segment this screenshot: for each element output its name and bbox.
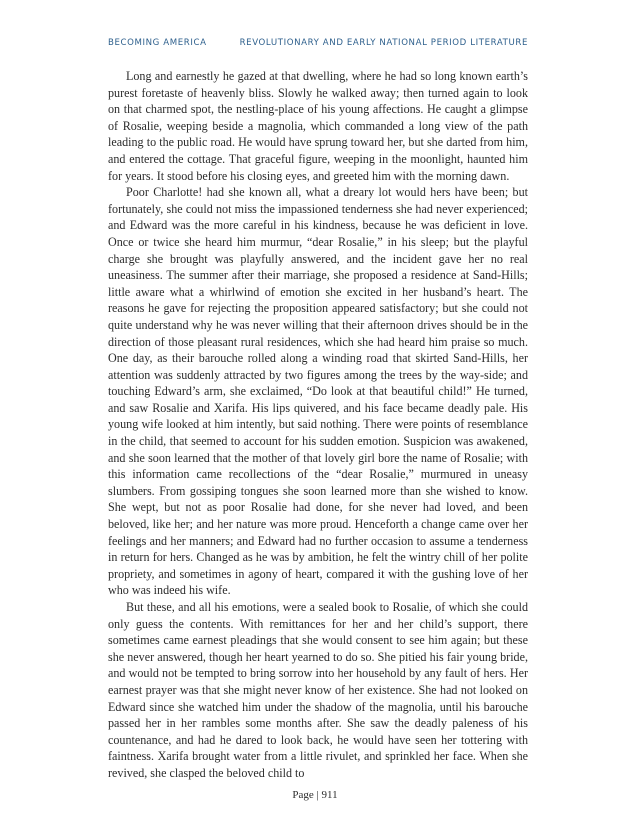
body-text bbox=[108, 68, 528, 782]
header-book-title: BECOMING AMERICA bbox=[108, 38, 207, 48]
running-header bbox=[108, 38, 528, 48]
header-section-title: REVOLUTIONARY AND EARLY NATIONAL PERIOD LITERATURE bbox=[239, 38, 528, 48]
paragraph: Poor Charlotte! had she known all, what a dreary lot would hers have been; but fortunately, she could not miss the impassioned tenderness she had never experienced; and Edward was the more careful in his kindness, because he was deficient in love. Once or twice she heard him murmur, “dear Rosalie,” in his sleep; but the playful charge she brought was playfully answered, and the incident gave her no real uneasiness. The summer after their marriage, she proposed a residence at Sand-Hills; little aware what a whirlwind of emotion she excited in her husband’s heart. The reasons he gave for rejecting the proposition appeared satisfactory; but she could not quite understand why he was never willing that their afternoon drives should be in the direction of those pleasant rural residences, which she had heard him praise so much. One day, as their barouche rolled along a winding road that skirted Sand-Hills, her attention was suddenly attracted by two figures among the trees by the way-side; and touching Edward’s arm, she exclaimed, “Do look at that beautiful child!” He turned, and saw Rosalie and Xarifa. His lips quivered, and his face became deadly pale. His young wife looked at him intently, but said nothing. There were points of resemblance in the child, that seemed to account for his sudden emotion. Suspicion was awakened, and she soon learned that the mother of that lovely girl bore the name of Rosalie; with this information came recollections of the “dear Rosalie,” murmured in uneasy slumbers. From gossiping tongues she soon learned more than she wished to know. She wept, but not as poor Rosalie had done, for she never had loved, and been beloved, like her; and her nature was more proud. Henceforth a change came over her feelings and her manners; and Edward had no further occasion to assume a tenderness in return for hers. Changed as he was by ambition, he felt the wintry chill of her polite propriety, and sometimes in agony of heart, compared it with the gushing love of her who was indeed his wife. bbox=[108, 185, 528, 598]
page-number: Page | 911 bbox=[292, 789, 338, 801]
paragraph: But these, and all his emotions, were a sealed book to Rosalie, of which she could only guess the contents. With remittances for her and her child’s support, there sometimes came earnest pleadings that she would consent to see him again; but these she never answered, though her heart yearned to do so. She pitied his fair young bride, and would not be tempted to bring sorrow into her household by any fault of hers. Her earnest prayer was that she might never know of her existence. She had not looked on Edward since she watched him under the shadow of the magnolia, until his barouche passed her in her rambles some months after. She saw the deadly paleness of his countenance, and had he dared to look back, he would have seen her tottering with faintness. Xarifa brought water from a little rivulet, and sprinkled her face. When she revived, she clasped the beloved child to bbox=[108, 600, 528, 780]
paragraph: Long and earnestly he gazed at that dwelling, where he had so long known earth’s purest foretaste of heavenly bliss. Slowly he walked away; then turned again to look on that charmed spot, the nestling-place of his young affections. He caught a glimpse of Rosalie, weeping beside a magnolia, which commanded a long view of the path leading to the public road. He would have sprung toward her, but she darted from him, and entered the cottage. That graceful figure, weeping in the moonlight, haunted him for years. It stood before his closing eyes, and greeted him with the morning dawn. bbox=[108, 69, 528, 183]
